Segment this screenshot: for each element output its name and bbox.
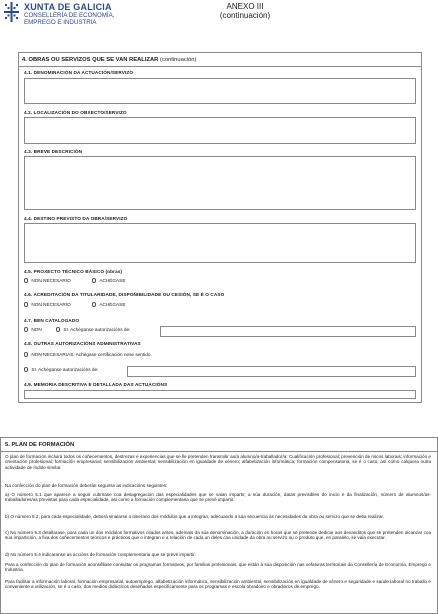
field-4-4-label: 4.4. DESTINO PREVISTO DA OBRA/SERVIZO [24, 216, 128, 221]
section-5-title-divider [0, 451, 437, 452]
field-4-3-input[interactable] [24, 156, 416, 210]
option-label: NON NECESARIO [31, 278, 71, 283]
field-4-5-option-attached[interactable] [92, 278, 125, 283]
field-4-5-label: 4.5. PROXECTO TÉCNICO BÁSICO (obras) [24, 269, 123, 274]
field-4-7-option-no[interactable] [24, 327, 42, 332]
field-4-2-input[interactable] [24, 117, 416, 144]
option-label: ACHÉGASE [99, 302, 126, 307]
field-4-9-input[interactable] [24, 390, 416, 399]
option-label: SI. Achéganse autorizacións de: [63, 327, 131, 332]
plan-consult-paragraph: Para a confección do plan de formación aconséllase consultar os programas formativos, por familias profesionais, que están á súa disposición nas xefaturas territoriais da Consellería de Economía, Emprego e Industria. [5, 562, 431, 573]
radio-icon[interactable] [92, 278, 96, 282]
annex-subtitle: (continuación) [219, 10, 271, 20]
radio-icon[interactable] [24, 327, 28, 331]
plan-instruction-a: a) O número 5.1 que aparece a seguir cubrirase coa desagregación das especialidades que se vaian impartir, a súa duración, datas previsibles do inicio e da finalización, número de alumnos/as-traballadores/as previstas para cada especialidade, así como a formación complementaria que se prevé impartir. [5, 492, 431, 503]
option-label: NON [31, 327, 42, 332]
field-4-3-label: 4.3. BREVE DESCRICIÓN [24, 149, 83, 154]
annex-heading [190, 3, 300, 20]
field-4-6-option-not-needed[interactable] [24, 302, 71, 307]
field-4-8-option-not-needed[interactable] [24, 352, 152, 357]
section-4-title-divider [18, 66, 422, 67]
plan-instruction-d: d) No número 5.4 indicaranse as accións de formación complementaria que se prevé impartir. [5, 552, 196, 557]
xunta-logo-icon [4, 2, 19, 22]
field-4-2-label: 4.2. LOCALIZACIÓN DO OBXECTO/SERVIZO [24, 110, 127, 115]
radio-icon[interactable] [56, 327, 60, 331]
field-4-7-option-yes[interactable] [56, 327, 130, 332]
radio-icon[interactable] [24, 278, 28, 282]
field-4-8-option-yes[interactable] [24, 367, 98, 372]
field-4-8-label: 4.8. OUTRAS AUTORIZACIÓNS ADMINISTRATIVAS [24, 341, 141, 346]
department-line-2: EMPREGO E INDUSTRIA [24, 19, 97, 26]
option-label: SI. Achéganse autorizacións de: [31, 367, 99, 372]
field-4-7-authorizations-input[interactable] [160, 326, 416, 337]
option-label: ACHÉGASE [99, 278, 126, 283]
radio-icon[interactable] [92, 302, 96, 306]
annex-title: ANEXO III [226, 2, 264, 11]
department-line-1: CONSELLERÍA DE ECONOMÍA, [24, 12, 115, 19]
field-4-8-authorizations-input[interactable] [127, 366, 416, 377]
radio-icon[interactable] [24, 302, 28, 306]
plan-instructions-intro: Na confección do plan de formación deberán seguirse as indicacións seguintes: [5, 483, 168, 488]
section-4-title-text: 4. OBRAS OU SERVIZOS QUE SE VAN REALIZAR [22, 57, 159, 63]
organization-header [24, 3, 114, 26]
plan-resources-paragraph: Para facilitar a información laboral, formación empresarial, autoemprego, alfabetización informática, sensibilización ambiental, sensibilización en igualdade de xénero e seguridade e saúde laboral no traballo é conveniente a utilización, se é o caso, dos medios didácticos deseñados especificamente para os programas e escola obradoiro e obradoiros de emprego. [5, 579, 431, 590]
radio-icon[interactable] [24, 367, 28, 371]
section-4-title [22, 57, 196, 63]
option-label: NON NECESARIAS. Achégase certificación nese sentido. [31, 352, 152, 357]
section-5-title: 5. PLAN DE FORMACIÓN [5, 442, 75, 448]
field-4-5-option-not-needed[interactable] [24, 278, 71, 283]
option-label: NON NECESARIO [31, 302, 71, 307]
field-4-7-label: 4.7. BEN CATALOGADO [24, 318, 80, 323]
section-4-title-note: (continuación) [159, 57, 197, 63]
plan-instruction-b: b) O número 5.2, para cada especialidade, deberá sinalarse o itinerario dos módulos que a integran, adecuando a súa secuencia ás necesidades da obra ou servizo que se deba realizar. [5, 514, 384, 519]
org-name: XUNTA DE GALICIA [24, 2, 112, 12]
field-4-9-label: 4.9. MEMORIA DESCRITIVA E DETALLADA DAS ACTUACIÓNS [24, 382, 168, 387]
field-4-1-label: 4.1. DENOMINACIÓN DA ACTUACIÓN/SERVIZO [24, 70, 134, 75]
plan-intro-paragraph: O plan de formación incluirá todos os coñecementos, destrezas e experiencias que se lle pretenden transmitir ao/á alumno/a-traballador/a: Cualificación profesional; prevención de riscos laborais; información e orientación profesional; formación empresarial; sensibilización ambiental; sensibilización en igualdade de xénero; alfabetización informática; formación compensatoria, se é o caso, así como calquera outra actividade de índole similar. [5, 454, 431, 470]
field-4-4-input[interactable] [24, 223, 416, 263]
field-4-1-input[interactable] [24, 78, 416, 104]
plan-instruction-c: c) No número 5.3 detallarase, para cada un dos módulos formativos citados antes, ademais da súa denominación, a duración en horas que se pretende dedicar aos devanditos que se pretenden alcanzar coa súa impartición, a fixa dos coñecementos teóricos e prácticos que o integran e a relación de cada un deles coa unidade da obra ou servizo ou o produto que, en paralelo, se vaia executar. [5, 530, 431, 541]
radio-icon[interactable] [24, 352, 28, 356]
field-4-6-label: 4.6. ACREDITACIÓN DA TITULARIDADE, DISPOÑIBILIDADE OU CESIÓN, SE É O CASO [24, 292, 225, 297]
field-4-6-option-attached[interactable] [92, 302, 125, 307]
